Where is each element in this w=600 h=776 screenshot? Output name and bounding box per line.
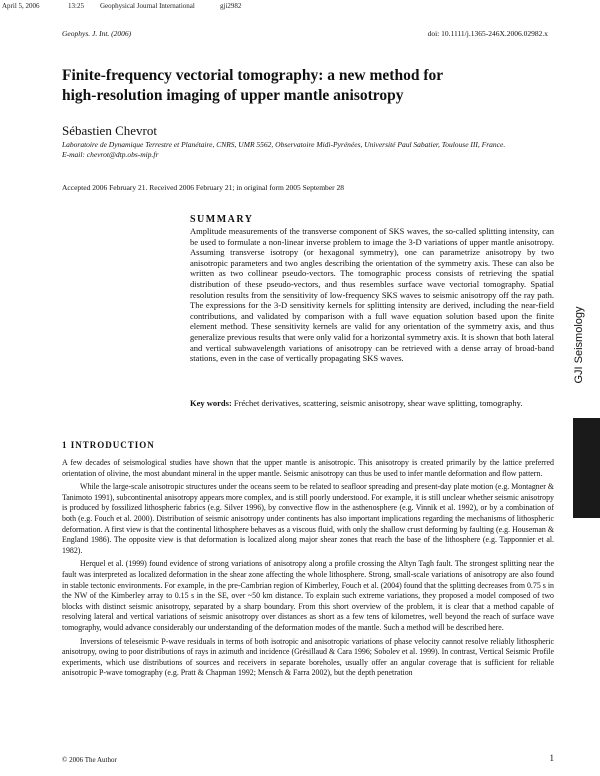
keywords-label: Key words: [190,398,232,408]
email: E-mail: chevrot@dtp.obs-mip.fr [62,150,159,159]
running-header-date: April 5, 2006 [2,2,40,10]
keywords [190,398,554,409]
affiliation-block [62,140,542,160]
keywords-list: Fréchet derivatives, scattering, seismic anisotropy, shear wave splitting, tomography. [233,398,523,408]
article-title [62,66,532,106]
summary-heading: SUMMARY [190,214,254,225]
doi: doi: 10.1111/j.1365-246X.2006.02982.x [427,29,548,38]
running-header-time: 13:25 [68,2,84,10]
summary-text: Amplitude measurements of the transverse component of SKS waves, the so-called splitting intensity, can be used to formulate a non-linear inverse problem to image the 3-D variations of upper mantle anisotropy. Assuming transverse isotropy (or hexagonal symmetry), one can parametrize anisotropy by two anisotropic parameters and two angles describing the orientation of the symmetry axis. These can also be written as two collinear pseudo-vectors. The tomographic process consists of retrieving the spatial distribution of these pseudo-vectors, and thus resembles surface wave vectorial tomography. Spatial resolution results from the sensitivity of low-frequency SKS waves to seismic anisotropy off the ray path. The expressions for the 3-D sensitivity kernels for splitting intensity are derived, including the near-field contributions, and validated by comparison with a full wave equation solution based upon the finite element method. These sensitivity kernels are valid for any orientation of the symmetry axis, and thus generalize previous results that were only valid for a horizontal symmetry axis. It is shown that both lateral and vertical subwavelength variations of anisotropy can be retrieved with a dense array of broad-band stations, even in the case of vertically propagating SKS waves. [190,226,554,364]
affiliation: Laboratoire de Dynamique Terrestre et Planétaire, CNRS, UMR 5562, Observatoire Midi-Pyrénées, Université Paul Sabatier, Toulouse III, France. [62,140,506,149]
title-line-2: high-resolution imaging of upper mantle anisotropy [62,87,404,104]
running-header-code: gji2982 [220,2,242,10]
journal-citation: Geophys. J. Int. (2006) [62,29,132,38]
title-line-1: Finite-frequency vectorial tomography: a new method for [62,67,444,84]
paragraph: Inversions of teleseismic P-wave residuals in terms of both isotropic and anisotropic variations of phase velocity cannot resolve reliably lithospheric anisotropy, owing to poor distributions of rays in azimuth and incidence (Grésillaud & Cara 1996; Sobolev et al. 1999). In contrast, Vertical Seismic Profile experiments, which use distributions of sources and receivers in separate boreholes, usually offer an angular coverage that is sufficient for reliable anisotropic P-wave tomography (e.g. Pratt & Chapman 1992; Mensch & Farra 2002), but the depth penetration [62,636,554,678]
section-heading: 1 INTRODUCTION [62,440,155,450]
side-tab-block [573,418,600,518]
author: Sébastien Chevrot [62,123,157,138]
running-header-journal: Geophysical Journal International [100,2,195,10]
paragraph: Herquel et al. (1999) found evidence of strong variations of anisotropy along a profile crossing the Altyn Tagh fault. The strongest splitting near the fault was interpreted as localized deformation in the shear zone affecting the whole lithosphere. Strong, small-scale variations of anisotropy are also found in stable tectonic environments. For example, in the pre-Cambrian region of Kimberley, Fouch et al. (2004) found that the splitting decreases from 0.75 s in the NW of the Kimberley array to 0.15 s in the SE, over ~50 km distance. To explain such extreme variations, they proposed a model composed of two blocks with distinct seismic anisotropy, separated by a sharp boundary. From this short overview of the problem, it is clear that a method capable of resolving lateral and vertical variations of seismic anisotropy over distances as short as a few tens of kilometres, well beyond the reach of surface wave tomography, would advance considerably our understanding of the deformation modes of the mantle. Such a method will be described here. [62,559,554,632]
paragraph: While the large-scale anisotropic structures under the oceans seem to be related to seafloor spreading and present-day plate motion (e.g. Montagner & Tanimoto 1991), subcontinental anisotropy appears more complex, and is still poorly understood. For example, it is still unclear whether seismic anisotropy is produced by fossilized lithospheric fabrics (e.g. Silver 1996), by convective flow in the asthenosphere (e.g. Vinnik et al. 1992), or by a combination of both (e.g. Fouch et al. 2000). Distribution of seismic anisotropy under continents has also important implications regarding the mechanisms of lithospheric deformation. A first view is that the continental lithosphere behaves as a viscous fluid, with only the shallow crust deforming by faulting (e.g. Houseman & England 1986). The opposite view is that deformation is localized along major shear zones that reach the base of the lithosphere (e.g. Tapponnier et al. 1982). [62,482,554,555]
page-number: 1 [549,753,554,763]
accepted-dates: Accepted 2006 February 21. Received 2006 February 21; in original form 2005 September 28 [62,183,345,192]
side-tab-label [559,290,599,400]
section-body [62,458,554,682]
paragraph: A few decades of seismological studies have shown that the upper mantle is anisotropic. This anisotropy is created primarily by the lattice preferred orientation of olivine, the most abundant mineral in the upper mantle. Seismic anisotropy can thus be used to infer mantle deformation and flow pattern. [62,458,554,478]
copyright: © 2006 The Author [62,756,117,764]
side-tab-text: GJI Seismology [573,306,585,384]
